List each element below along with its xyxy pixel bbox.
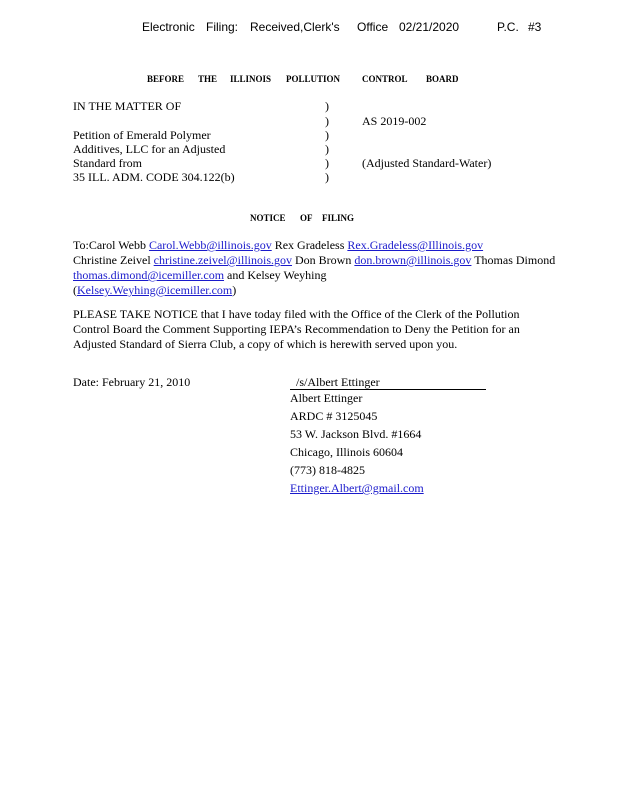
stamp-received: Received,Clerk's <box>250 20 340 34</box>
stamp-electronic: Electronic <box>142 20 195 34</box>
caption-paren: ) <box>325 156 329 170</box>
signer-city: Chicago, Illinois 60604 <box>290 445 403 459</box>
signer-phone: (773) 818-4825 <box>290 463 365 477</box>
stamp-date: 02/21/2020 <box>399 20 460 34</box>
board-word: THE <box>198 74 218 84</box>
recipient-email-link[interactable]: Kelsey.Weyhing@icemiller.com <box>77 283 233 297</box>
recipient-name: Kelsey Weyhing <box>247 268 327 282</box>
notice-word: NOTICE <box>250 213 286 223</box>
signer-address: 53 W. Jackson Blvd. #1664 <box>290 427 422 441</box>
service-line <box>73 253 555 268</box>
caption-line: Additives, LLC for an Adjusted <box>73 142 226 156</box>
caption-line: 35 ILL. ADM. CODE 304.122(b) <box>73 170 235 184</box>
signer-ardc: ARDC # 3125045 <box>290 409 378 423</box>
service-list <box>73 238 555 298</box>
board-word: POLLUTION <box>286 74 341 84</box>
caption-paren: ) <box>325 142 329 156</box>
service-line: (Kelsey.Weyhing@icemiller.com) <box>73 283 237 297</box>
recipient-name: Rex Gradeless <box>274 238 345 252</box>
service-and: and <box>227 268 245 282</box>
notice-body <box>73 307 520 352</box>
case-number: AS 2019-002 <box>362 114 427 128</box>
case-type: (Adjusted Standard-Water) <box>362 156 492 170</box>
caption-line: Petition of Emerald Polymer <box>73 128 211 142</box>
service-to: To: <box>73 238 89 252</box>
signature-underline <box>290 389 486 390</box>
recipient-name: Christine Zeivel <box>73 253 151 267</box>
caption-line: Standard from <box>73 156 142 170</box>
recipient-email-link[interactable]: Rex.Gradeless@Illinois.gov <box>347 238 484 252</box>
notice-word: FILING <box>322 213 355 223</box>
signature-text: /s/Albert Ettinger <box>296 375 380 389</box>
recipient-email-link[interactable]: Carol.Webb@illinois.gov <box>148 238 272 252</box>
recipient-email-link[interactable]: thomas.dimond@icemiller.com <box>73 268 225 282</box>
notice-body-line: Control Board the Comment Supporting IEPA’s Recommendation to Deny the Petition for an <box>73 322 520 336</box>
caption-paren: ) <box>325 99 329 113</box>
service-line <box>73 238 555 253</box>
date-line: Date: February 21, 2010 <box>73 375 191 389</box>
caption-matter: IN THE MATTER OF <box>73 99 182 113</box>
recipient-name: Don Brown <box>295 253 352 267</box>
board-word: ILLINOIS <box>230 74 272 84</box>
notice-word: OF <box>300 213 313 223</box>
notice-body-line: Adjusted Standard of Sierra Club, a copy of which is herewith served upon you. <box>73 337 458 351</box>
board-heading <box>0 74 618 86</box>
signature-block <box>290 391 424 499</box>
filing-stamp <box>0 20 618 36</box>
board-word: CONTROL <box>362 74 408 84</box>
recipient-email-link[interactable]: don.brown@illinois.gov <box>354 253 472 267</box>
notice-body-line: PLEASE TAKE NOTICE that I have today filed with the Office of the Clerk of the Pollution <box>73 307 520 321</box>
signer-email-link[interactable]: Ettinger.Albert@gmail.com <box>290 481 424 495</box>
service-line <box>73 268 555 283</box>
caption-paren: ) <box>325 170 329 184</box>
stamp-number: #3 <box>528 20 542 34</box>
stamp-pc: P.C. <box>497 20 519 34</box>
caption-paren: ) <box>325 114 329 128</box>
board-word: BEFORE <box>147 74 185 84</box>
board-word: BOARD <box>426 74 459 84</box>
stamp-filing: Filing: <box>206 20 239 34</box>
signer-name: Albert Ettinger <box>290 391 363 405</box>
recipient-name: Carol Webb <box>88 238 146 252</box>
caption-paren: ) <box>325 128 329 142</box>
notice-of-filing-title <box>0 213 618 225</box>
recipient-name: Thomas Dimond <box>474 253 556 267</box>
recipient-email-link[interactable]: christine.zeivel@illinois.gov <box>153 253 293 267</box>
stamp-office: Office <box>357 20 389 34</box>
